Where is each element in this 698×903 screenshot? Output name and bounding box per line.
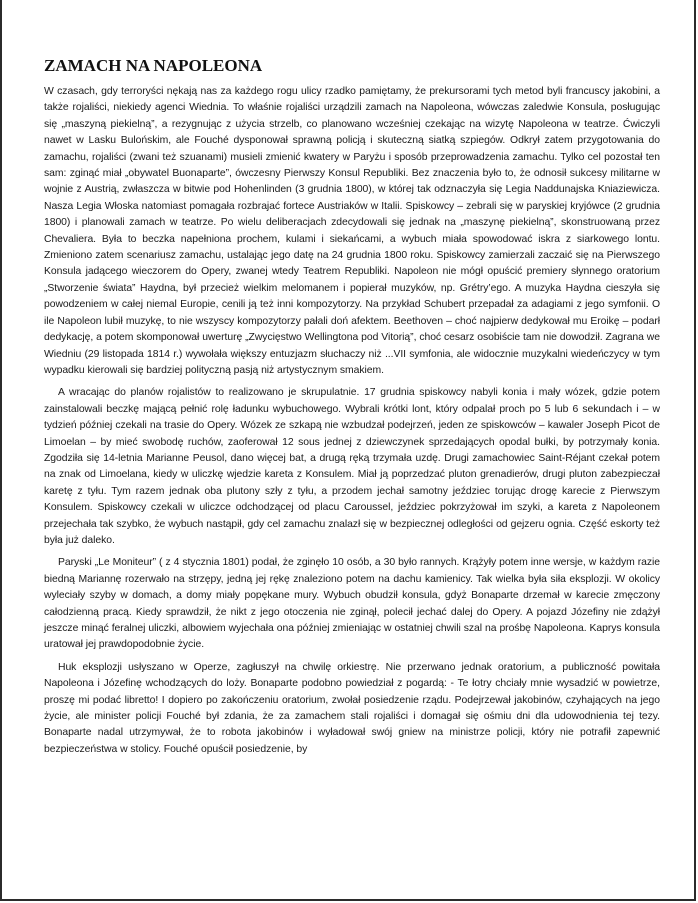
paragraph-1: W czasach, gdy terroryści nękają nas za każdego rogu ulicy rzadko pamiętamy, że prekursorami tych metod byli francuscy jakobini, a także rojaliści, niekiedy agenci Wiednia. To właśnie rojaliści urządzili zamach na Napoleona, wówczas zaledwie Konsula, posługując się „maszyną piekielną”, a rezygnując z użycia strzelb, co planowano wcześniej czekając na wizytę Napoleona w teatrze. Ćwiczyli nawet w Lasku Bulońskim, ale Fouché dysponował sprawną policją i skuteczną siatką szpiegów. Odkrył zatem przygotowania do zamachu, rojaliści (zwani też szuanami) musieli zmienić kwatery w Paryżu i sposób przeprowadzenia zamachu. Tylko cel pozostał ten sam: zginąć miał „obywatel Buonaparte”, ówczesny Pierwszy Konsul Republiki. Bez znaczenia było to, że odnosił sukcesy militarne w wojnie z Austrią, zwłaszcza w bitwie pod Hohenlinden (3 grudnia 1800), w której tak odznaczyła się Legia Naddunajska Kniaziewicza. Nasza Legia Włoska natomiast pomagała rozbrajać fortece Austriaków w Italii. Spiskowcy – zebrali się w paryskiej kryjówce (2 grudnia 1800) i planowali zamach w teatrze. Po wielu deliberacjach zdecydowali się jednak na „maszynę piekielną”, skonstruowaną przez Chevaliera. Była to beczka napełniona prochem, kulami i siekańcami, a wybuch miała spowodować iskra z siarkowego lontu. Zmieniono zatem scenariusz zamachu, ustalając jego datę na 24 grudnia 1800 roku. Spiskowcy zamierzali zaczaić się na Pierwszego Konsula jadącego wieczorem do Opery, zwanej wtedy Teatrem Republiki. Napoleon nie mógł opuścić premiery słynnego oratorium „Stworzenie świata” Haydna, był przecież wielkim melomanem i popierał muzyków, np. Grétry’ego. A muzyka Haydna cieszyła się powodzeniem w całej niemal Europie, cenili ją też inni kompozytorzy. Na przykład Schubert przepadał za adagiami z jego symfonii. O ile Napoleon lubił muzykę, to nie wszyscy kompozytorzy pałali doń afektem. Beethoven – choć najpierw dedykował mu Eroikę – podarł dedykację, a potem skomponował uwerturę „Zwycięstwo Wellingtona pod Vitorią”, choć cesarz osobiście tam nie dowodził. Zagrana we Wiedniu (29 listopada 1814 r.) wywołała większy entuzjazm słuchaczy niż ...VII symfonia, ale widocznie muzykalni wiedeńczycy w tym wypadku kierowali się bardziej polityczną pasją niż artystycznym smakiem. (44, 86, 660, 376)
paragraph-3: Paryski „Le Moniteur” ( z 4 stycznia 1801) podał, że zginęło 10 osób, a 30 było rannych. Krążyły potem inne wersje, w każdym razie biedną Mariannę rozerwało na strzępy, jedną jej rękę znaleziono potem na dachu kamienicy. Tak wielka była siła eksplozji. W okolicy wyleciały szyby w domach, a domy miały popękane mury. Wybuch obudził konsula, gdyż Bonaparte drzemał w karecie zmęczony całodzienną pracą. Kiedy sprawdził, że nikt z jego otoczenia nie zginął, polecił jechać dalej do Opery. A pojazd Józefiny nie zdążył jeszcze minąć feralnej uliczki, albowiem wyjechała ona później zmieniając w ostatniej chwili szal na prośbę Napoleona. Kaprys konsula uratował jej prawdopodobnie życie. (44, 557, 660, 651)
document-body (44, 56, 660, 764)
paragraph-4: Huk eksplozji usłyszano w Operze, zagłuszył na chwilę orkiestrę. Nie przerwano jednak oratorium, a publiczność powitała Napoleona i Józefinę wchodzących do loży. Bonaparte podobno powiedział z pogardą: - Te łotry chciały mnie wysadzić w powietrze, proszę mi podać libretto! I dopiero po zakończeniu oratorium, zwołał posiedzenie rządu. Podejrzewał jakobinów, czyhających na jego życie, ale minister policji Fouché był zdania, że za zamachem stali rojaliści i domagał się ośmiu dni dla udowodnienia tej tezy. Bonaparte nadal utrzymywał, że to robota jakobinów i wyładował swój gniew na ministrze policji, który nie potrafił zapewnić bezpieczeństwa w stolicy. Fouché opuścił posiedzenie, by (44, 661, 660, 755)
document-title: ZAMACH NA NAPOLEONA (44, 56, 263, 75)
paragraph-2: A wracając do planów rojalistów to realizowano je skrupulatnie. 17 grudnia spiskowcy nabyli konia i mały wózek, gdzie potem zainstalowali beczkę mającą pełnić rolę ładunku wybuchowego. Wybrali krótki lont, który odpalał proch po 5 lub 6 sekundach i – w tydzień później czekali na trasie do Opery. Wózek ze szkapą nie wzbudzał podejrzeń, jeden ze spiskowców – kawaler Joseph Picot de Limoelan – by mieć swobodę ruchów, zaoferował 12 sous jednej z dziewczynek sprzedających opodal bułki, by potrzymały konia. Zgodziła się 14-letnia Marianne Peusol, dano więcej bat, a drugą ręką trzymała uzdę. Drugi zamachowiec Saint-Réjant czekał potem na znak od Limoelana, kiedy w uliczkę wjedzie kareta z Konsulem. Miał ją poprzedzać pluton grenadierów, drugi pluton zabezpieczał karetę z tyłu. Tym razem jednak oba plutony szły z tyłu, a przodem jechał samotny jeździec torując drogę karecie z Pierwszym Konsulem. Spiskowcy czekali w uliczce odchodzącej od placu Caroussel, jeździec pokrzyżował im szyki, a kareta z Napoleonem przejechała tak szybko, że wybuch nastąpił, gdy cel zamachu znalazł się w bezpiecznej odległości od gejzeru ognia. Część eskorty też była już daleko. (44, 387, 660, 546)
